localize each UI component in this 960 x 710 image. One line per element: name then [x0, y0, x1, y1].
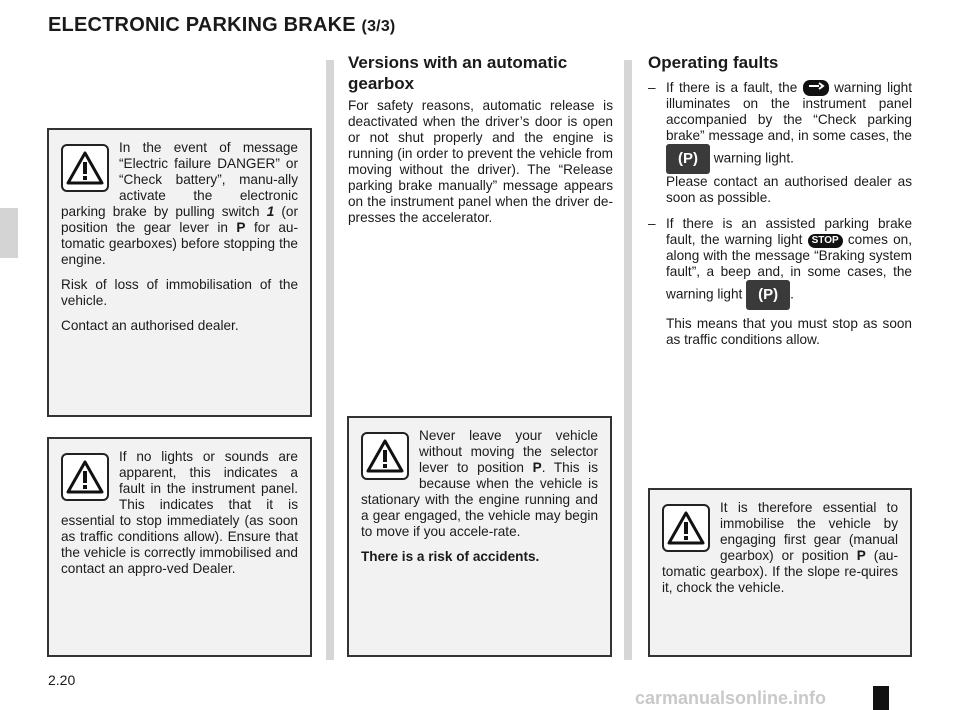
page-corner-mark: [873, 686, 889, 710]
fault-text: warning light.: [713, 151, 794, 166]
list-dash: –: [648, 80, 656, 95]
section-heading-automatic: Versions with an automatic gearbox: [348, 53, 568, 93]
gear-position-p: P: [856, 548, 866, 563]
watermark: carmanualsonline.info: [635, 688, 827, 708]
warning-triangle-icon: [61, 453, 109, 501]
warning-box-electric-failure: [47, 128, 312, 417]
column-divider-left: [326, 60, 334, 660]
warning-text: It is therefore essential to immobilise the vehicle by engaging first gear (manual gearbox) or position: [720, 500, 898, 563]
switch-number: 1: [266, 204, 275, 219]
warning-box-selector-lever: [347, 416, 612, 657]
list-dash: –: [648, 216, 656, 232]
fault-text: .: [790, 287, 794, 302]
warning-triangle-icon: [662, 504, 710, 552]
fault-text: If there is a fault, the: [666, 80, 798, 95]
page-number: 2.20: [48, 672, 76, 688]
warning-text: Never leave your vehicle without moving the selector lever to position: [419, 428, 598, 475]
risk-of-accidents: [361, 549, 598, 565]
fault-list: [648, 80, 912, 358]
stop-icon: STOP: [808, 234, 843, 248]
warning-text: (au-tomatic gearbox). If the slope re-quires it, chock the vehicle.: [662, 548, 898, 595]
fault-text: Please contact an authorised dealer as soon as possible.: [666, 174, 912, 206]
gear-position-p: P: [236, 220, 246, 235]
warning-text: In the event of message “Electric failure DANGER” or “Check battery”, manu-ally activate the electronic parking brake by pulling switch: [61, 140, 298, 219]
risk-text: There is a risk of accidents.: [361, 549, 540, 564]
service-wrench-icon: [803, 80, 829, 96]
warning-triangle-icon: [61, 144, 109, 192]
fault-text: warning light illuminates on the instrument panel accompanied by the “Check parking brake” message and, in some cases, the: [666, 80, 913, 144]
warning-text: If no lights or sounds are apparent, this indicates a fault in the instrument panel. This indicates that it is essential to stop immediately (as soon as traffic conditions allow). Ensure that the vehicle is correctly immobilised and contact an appro-ved Dealer.: [61, 449, 298, 576]
page-title-text: ELECTRONIC PARKING BRAKE: [48, 14, 356, 36]
section-tab: [0, 208, 18, 258]
warning-contact-text: Contact an authorised dealer.: [61, 318, 239, 333]
fault-item-text: [666, 80, 912, 206]
fault-item-assisted-brake: [648, 216, 912, 348]
fault-text: If there is an assisted parking brake fault, the warning light: [666, 216, 912, 248]
fault-stop-text: This means that you must stop as soon as traffic conditions allow.: [666, 316, 912, 348]
section-heading-faults: Operating faults: [648, 53, 779, 72]
warning-text: . This is because when the vehicle is stationary with the engine running and a gear engaged, the vehicle may begin to move if you accele-rate.: [361, 460, 599, 539]
warning-box-no-lights: [47, 437, 312, 657]
warning-risk-text: Risk of loss of immobilisation of the vehicle.: [61, 277, 298, 308]
page-title-part: (3/3): [361, 18, 396, 35]
parking-brake-icon: (P): [746, 280, 790, 310]
fault-item-text: [666, 216, 912, 310]
warning-text: for au-tomatic gearboxes) before stopping the engine.: [61, 220, 298, 267]
warning-text: (or position the gear lever in: [61, 204, 299, 235]
fault-item-check-brake: [648, 80, 912, 206]
automatic-release-text: For safety reasons, automatic release is deactivated when the driver’s door is open or not shut properly and the engine is running (in order to prevent the vehicle from moving without the driver). The “Release parking brake manually” message appears on the instrument panel when the driver de-presses the accelerator.: [348, 98, 613, 225]
fault-text: comes on, along with the message “Braking system fault”, a beep and, in some cases, the warning light: [666, 232, 912, 302]
gear-position-p: P: [532, 460, 542, 475]
warning-triangle-icon: [361, 432, 409, 480]
warning-box-immobilise: [648, 488, 912, 657]
page-title: [48, 14, 395, 37]
column-divider-right: [624, 60, 632, 660]
parking-brake-icon: (P): [666, 144, 710, 174]
